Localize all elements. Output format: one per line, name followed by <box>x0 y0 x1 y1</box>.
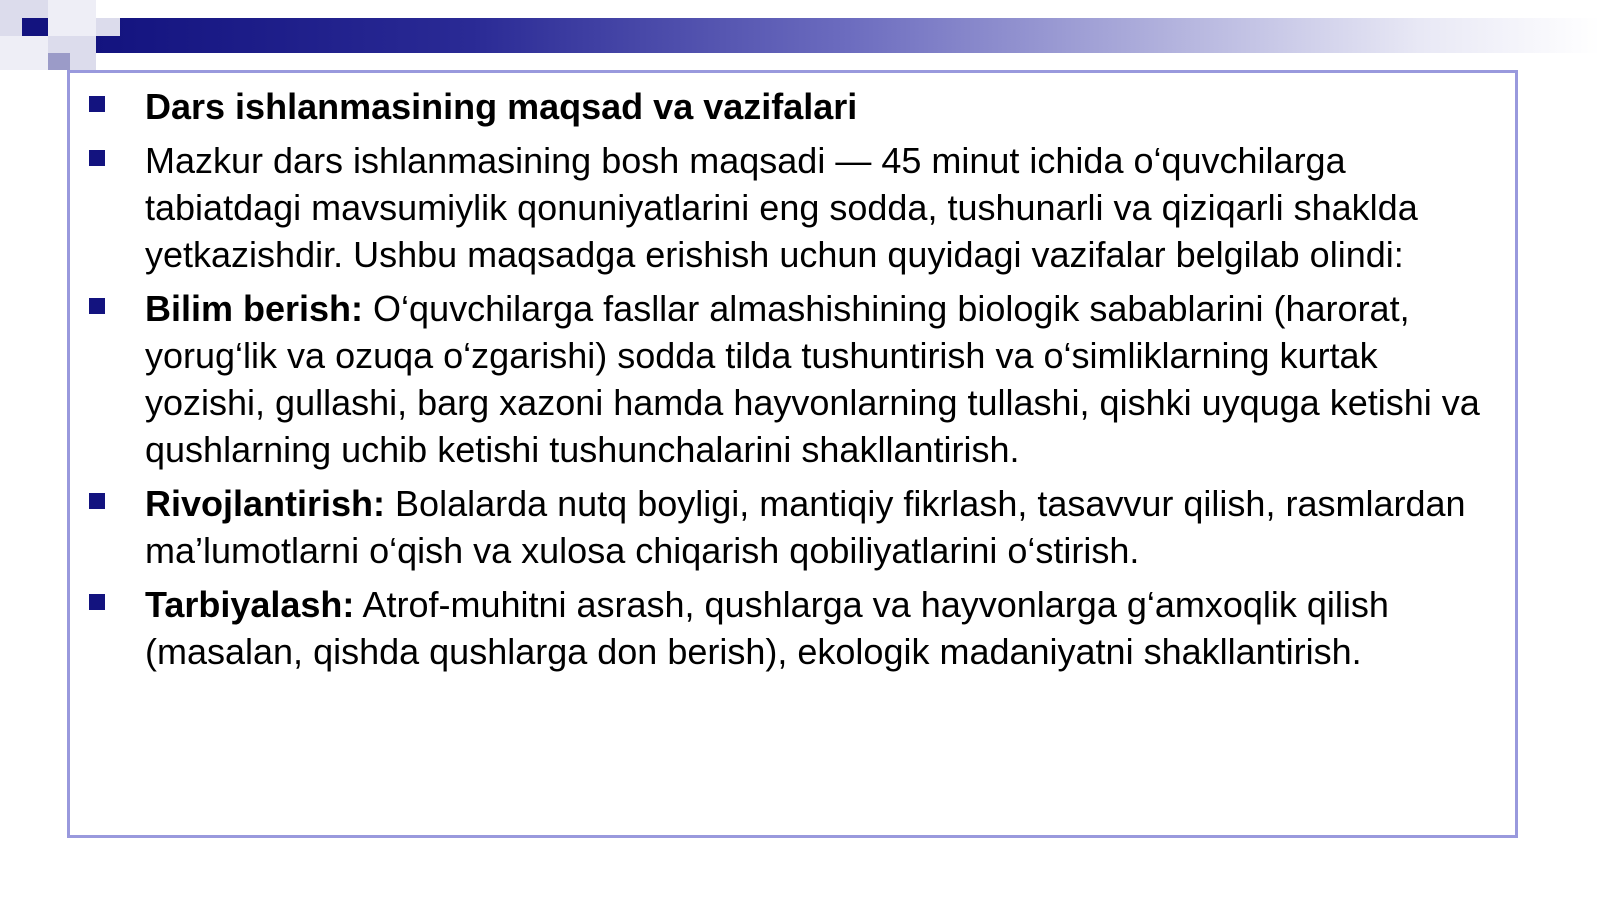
item-lead: Rivojlantirish: <box>145 483 386 524</box>
square-bullet-icon <box>89 96 105 112</box>
bullet-upbringing <box>70 581 1510 675</box>
corner-square <box>48 0 96 36</box>
bullet-knowledge <box>70 285 1510 473</box>
corner-square <box>0 36 48 70</box>
item-text: Atrof-muhitni asrash, qushlarga va hayvonlarga g‘amxoqlik qilish (masalan, qishda qushlarga don berish), ekologik madaniyatni shakllantirish. <box>145 584 1389 672</box>
bullet-list <box>70 83 1510 682</box>
item-text: O‘quvchilarga fasllar almashishining biologik sabablarini (harorat, yorug‘lik va ozuqa o‘zgarishi) sodda tilda tushuntirish va o‘simliklarning kurtak yozishi, gullashi, barg xazoni hamda hayvonlarning tullashi, qishki uyquga ketishi va qushlarning uchib ketishi tushunchalarini shakllantirish. <box>145 288 1480 470</box>
heading-text: Dars ishlanmasining maqsad va vazifalari <box>145 86 858 127</box>
corner-square-dark <box>22 18 48 36</box>
bullet-intro <box>70 137 1510 278</box>
item-lead: Tarbiyalash: <box>145 584 355 625</box>
item-lead: Bilim berish: <box>145 288 364 329</box>
square-bullet-icon <box>89 594 105 610</box>
intro-text: Mazkur dars ishlanmasining bosh maqsadi — 45 minut ichida o‘quvchilarga tabiatdagi mavsumiylik qonuniyatlarini eng sodda, tushunarli va qiziqarli shaklda yetkazishdir. Ushbu maqsadga erishish uchun quyidagi vazifalar belgilab olindi: <box>145 140 1418 275</box>
bullet-development <box>70 480 1510 574</box>
item-text: Bolalarda nutq boyligi, mantiqiy fikrlash, tasavvur qilish, rasmlardan ma’lumotlarni o‘qish va xulosa chiqarish qobiliyatlarini o‘stirish. <box>145 483 1466 571</box>
corner-square <box>96 18 120 36</box>
bullet-heading <box>70 83 1510 130</box>
square-bullet-icon <box>89 298 105 314</box>
square-bullet-icon <box>89 493 105 509</box>
square-bullet-icon <box>89 150 105 166</box>
corner-square-mid <box>48 53 70 70</box>
content-frame <box>67 70 1518 838</box>
title-gradient-bar <box>96 18 1600 53</box>
